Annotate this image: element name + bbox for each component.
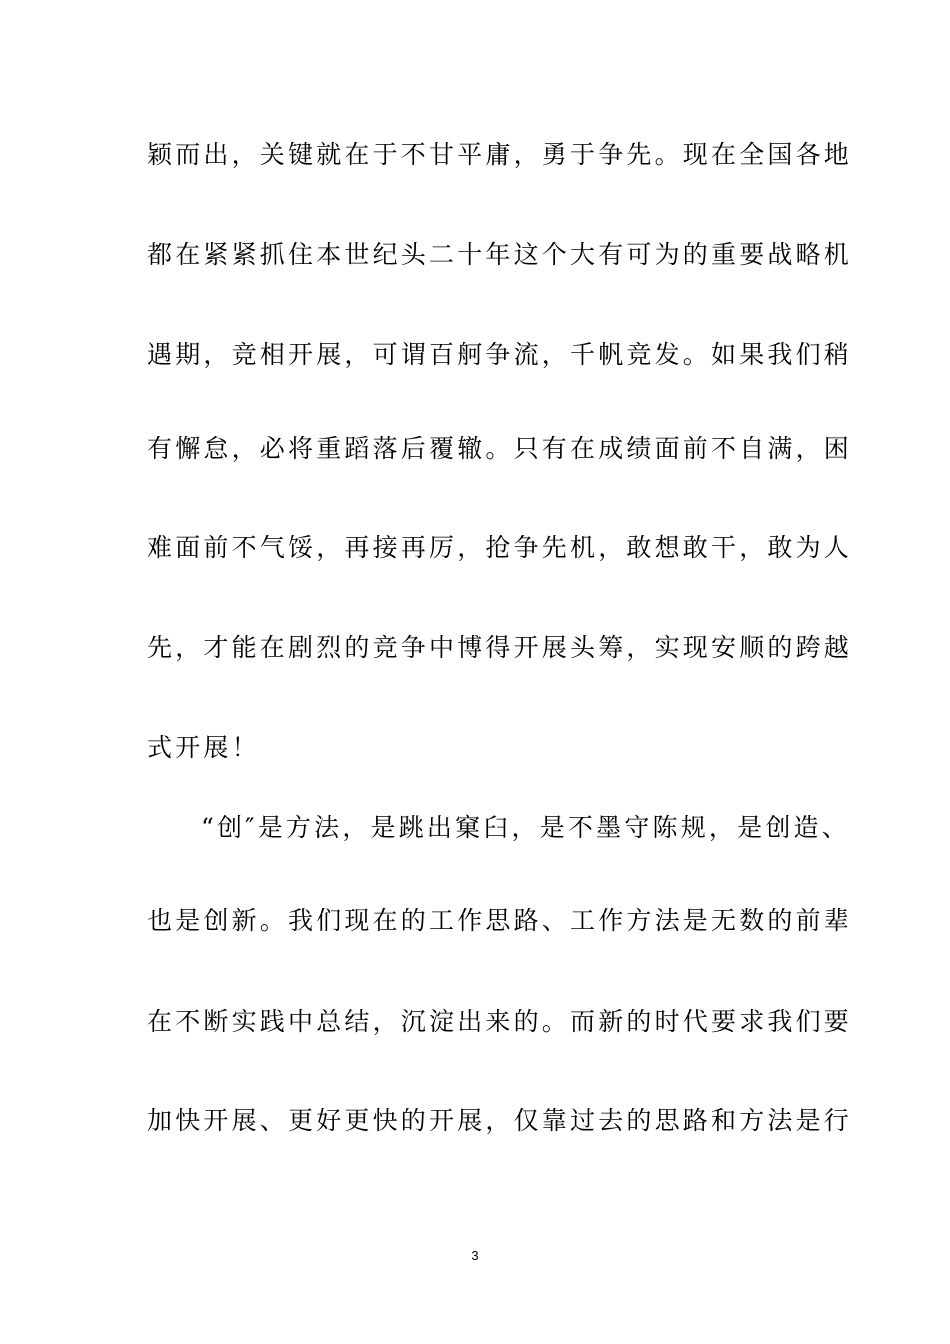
text-line: 有懈怠，必将重蹈落后覆辙。只有在成绩面前不自满，困 [147, 434, 853, 463]
text-line: 先，才能在剧烈的竞争中博得开展头筹，实现安顺的跨越 [147, 633, 853, 662]
page-number: 3 [471, 1248, 479, 1263]
text-line: 加快开展、更好更快的开展，仅靠过去的思路和方法是行 [147, 1106, 853, 1135]
text-line: 难面前不气馁，再接再厉，抢争先机，敢想敢干，敢为人 [147, 533, 853, 562]
text-line: 都在紧紧抓住本世纪头二十年这个大有可为的重要战略机 [147, 240, 853, 269]
paragraph-first-line: “创″是方法，是跳出窠臼，是不墨守陈规，是创造、 [201, 813, 850, 842]
text-line: 遇期，竞相开展，可谓百舸争流，千帆竞发。如果我们稍 [147, 340, 853, 369]
text-line: 在不断实践中总结，沉淀出来的。而新的时代要求我们要 [147, 1007, 853, 1036]
text-line: 颖而出，关键就在于不甘平庸，勇于争先。现在全国各地 [147, 140, 853, 169]
text-line: 式开展！ [147, 733, 260, 762]
text-line: 也是创新。我们现在的工作思路、工作方法是无数的前辈 [147, 906, 853, 935]
